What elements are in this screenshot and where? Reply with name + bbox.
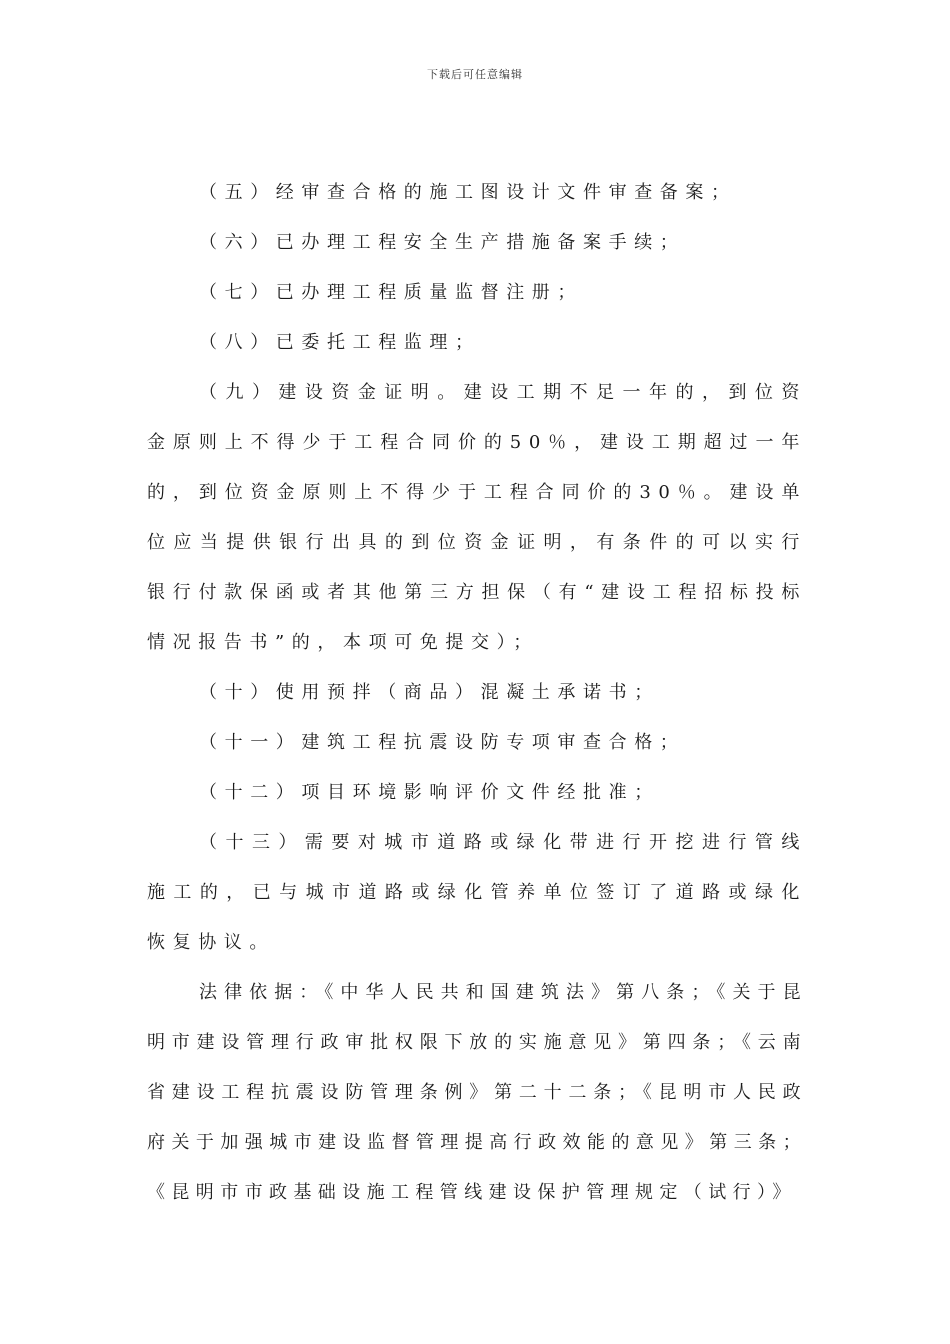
legal-basis: 法律依据：《中华人民共和国建筑法》第八条；《关于昆明市建设管理行政审批权限下放的实施意见》第四条；《云南省建设工程抗震设防管理条例》第二十二条；《昆明市人民政府关于加强城市建设监督管理提高行政效能的意见》第三条；《昆明市市政基础设施工程管线建设保护管理规定（试行）》 bbox=[147, 982, 807, 1203]
item-12: （十二）项目环境影响评价文件经批准； bbox=[199, 782, 660, 803]
item-10: （十）使用预拌（商品）混凝土承诺书； bbox=[199, 682, 660, 703]
item-5: （五）经审查合格的施工图设计文件审查备案； bbox=[199, 182, 737, 203]
item-6: （六）已办理工程安全生产措施备案手续； bbox=[199, 232, 686, 253]
item-7: （七）已办理工程质量监督注册； bbox=[199, 282, 583, 303]
item-9: （九）建设资金证明。建设工期不足一年的，到位资金原则上不得少于工程合同价的50％，建设工期超过一年的，到位资金原则上不得少于工程合同价的30％。建设单位应当提供银行出具的到位资金证明，有条件的可以实行银行付款保函或者其他第三方担保（有“建设工程招标投标情况报告书”的，本项可免提交）； bbox=[147, 382, 807, 653]
item-8: （八）已委托工程监理； bbox=[199, 332, 481, 353]
item-13: （十三）需要对城市道路或绿化带进行开挖进行管线施工的，已与城市道路或绿化管养单位签订了道路或绿化恢复协议。 bbox=[147, 832, 807, 953]
document-body bbox=[147, 168, 807, 1218]
item-11: （十一）建筑工程抗震设防专项审查合格； bbox=[199, 732, 686, 753]
page-header-watermark: 下载后可任意编辑 bbox=[427, 68, 523, 81]
